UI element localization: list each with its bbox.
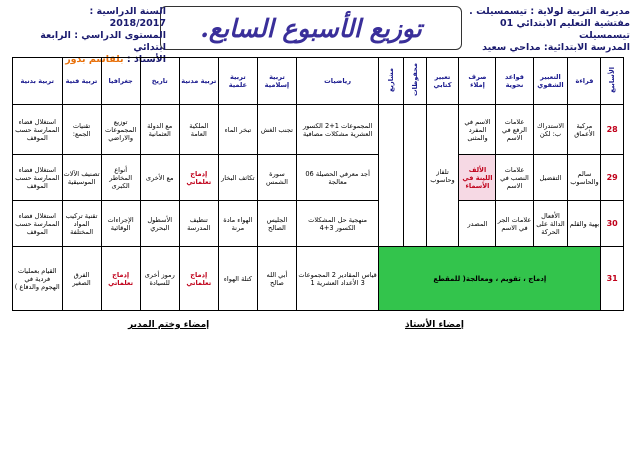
col-morphology: صرف إملاء bbox=[459, 58, 496, 105]
weekly-plan-table bbox=[12, 57, 624, 311]
table-cell: تصنيف الآلات الموسيقية bbox=[62, 155, 101, 201]
table-cell: الاستدراك ب: لكن bbox=[533, 105, 568, 155]
teacher-signature-label: إمضاء الأستاذ bbox=[405, 320, 464, 330]
table-cell: سورة الشمس bbox=[257, 155, 296, 201]
director-signature-label: إمضاء وختم المدير bbox=[128, 320, 210, 330]
table-cell: استغلال فضاء الممارسة حسب الموقف bbox=[13, 155, 63, 201]
col-weeks: الأسابيع bbox=[601, 58, 624, 105]
col-projects: مشاريع bbox=[379, 58, 404, 105]
table-cell: قياس المقادير 2 المجموعات 3 الأعداد العشرية 1 bbox=[296, 247, 378, 311]
integration-label: إدماج ، تقويم ، ومعالجة( للمقطع bbox=[433, 274, 547, 283]
table-cell: استغلال فضاء الممارسة حسب الموقف bbox=[13, 201, 63, 247]
week-number: 31 bbox=[601, 247, 624, 311]
table-cell: منهجية حل المشكلات الكسور 3+4 bbox=[296, 201, 378, 247]
table-cell: تبخر الماء bbox=[218, 105, 257, 155]
col-oral: التعبير الشفوي bbox=[533, 58, 568, 105]
table-cell: مع الأخرى bbox=[140, 155, 179, 201]
table-cell: تقنية تركيب المواد المختلفة bbox=[62, 201, 101, 247]
col-art: تربية فنية bbox=[62, 58, 101, 105]
writing-cell: تلفاز وحاسوب bbox=[426, 105, 459, 247]
table-cell: المجموعات 1+2 الكسور العشرية مشكلات مصافية bbox=[296, 105, 378, 155]
table-cell: الملكية العامة bbox=[179, 105, 218, 155]
table-cell: تقنيات الجمع: bbox=[62, 105, 101, 155]
page-title: توزيع الأسبوع السابع. bbox=[160, 6, 462, 50]
table-cell: علامات الجر في الاسم bbox=[496, 201, 533, 247]
school-line: المدرسة الابتدائية: مداحي سعيد bbox=[482, 42, 630, 53]
col-reading: قراءة bbox=[568, 58, 601, 105]
table-cell: إدماج تعلماتي bbox=[179, 155, 218, 201]
table-cell: إدماج تعلماتي bbox=[101, 247, 140, 311]
col-islamic: تربية إسلامية bbox=[257, 58, 296, 105]
table-cell: مع الدولة العثمانية bbox=[140, 105, 179, 155]
table-row bbox=[13, 155, 624, 201]
table-cell: إدماج تعلماتي bbox=[179, 247, 218, 311]
col-writing: تعبير كتابي bbox=[426, 58, 459, 105]
table-cell: الإجراءات الوقائية bbox=[101, 201, 140, 247]
table-row bbox=[13, 105, 624, 155]
table-cell: علامات الرفع في الاسم bbox=[496, 105, 533, 155]
table-cell: توزيع المجموعات والاراضي bbox=[101, 105, 140, 155]
table-cell: بهية والقلم bbox=[568, 201, 601, 247]
col-pe: تربية بدنية bbox=[13, 58, 63, 105]
table-cell: تجنب الغش bbox=[257, 105, 296, 155]
table-row bbox=[13, 247, 624, 311]
table-cell: علامات النصب في الاسم bbox=[496, 155, 533, 201]
week-number: 28 bbox=[601, 105, 624, 155]
table-cell: أجد معرفي الحصيلة 06 معالجة bbox=[296, 155, 378, 201]
table-cell: أبي الله صالح bbox=[257, 247, 296, 311]
table-cell: رموز أخرى للسيادة bbox=[140, 247, 179, 311]
col-math: رياضيات bbox=[296, 58, 378, 105]
table-cell: تكاثف البخار bbox=[218, 155, 257, 201]
table-cell: الأسطول البحري bbox=[140, 201, 179, 247]
level-line: المستوى الدراسي : الرابعة ابتدائي bbox=[40, 30, 166, 53]
projects-cell bbox=[379, 105, 404, 247]
week-number: 29 bbox=[601, 155, 624, 201]
inspectorate-line: مفتشية التعليم الابتدائي 01 تيسمسيلت bbox=[499, 18, 630, 41]
col-science: تربية علمية bbox=[218, 58, 257, 105]
col-grammar: قواعد نحوية bbox=[496, 58, 533, 105]
table-cell: الألف اللينة في الأسماء bbox=[459, 155, 496, 201]
table-cell: الأفعال الدالة على الحركة bbox=[533, 201, 568, 247]
header-row bbox=[13, 58, 624, 105]
table-cell: مركبة الأعماق bbox=[568, 105, 601, 155]
table-cell: الاسم في المفرد والمثنى bbox=[459, 105, 496, 155]
table-cell: المصدر bbox=[459, 201, 496, 247]
table-row bbox=[13, 201, 624, 247]
col-civic: تربية مدنية bbox=[179, 58, 218, 105]
school-info bbox=[460, 6, 630, 54]
col-memorization: محفوظات bbox=[403, 58, 426, 105]
table-cell: استغلال فضاء الممارسة حسب الموقف bbox=[13, 105, 63, 155]
memorization-cell bbox=[403, 105, 426, 247]
school-year-line: السنة الدراسية : 2018/2017 bbox=[89, 6, 166, 29]
directorate-line: مديرية التربية لولاية : تيسمسيلت . bbox=[469, 6, 630, 17]
table-cell: كتلة الهواء bbox=[218, 247, 257, 311]
col-history: تاريخ bbox=[140, 58, 179, 105]
table-cell: القيام بعمليات فردية في الهجوم والدفاع ) bbox=[13, 247, 63, 311]
table-cell: الهواء مادة مرنة bbox=[218, 201, 257, 247]
table-cell: سالم والحاسوب bbox=[568, 155, 601, 201]
week-number: 30 bbox=[601, 201, 624, 247]
integration-cell bbox=[379, 247, 601, 311]
table-cell: تنظيف المدرسة bbox=[179, 201, 218, 247]
table-cell: التفضيل bbox=[533, 155, 568, 201]
teacher-name: بلقاسم بدور bbox=[65, 54, 124, 65]
table-cell: الجليس الصالح bbox=[257, 201, 296, 247]
teacher-label: الأستاذ : bbox=[126, 54, 166, 65]
col-geography: جغرافيا bbox=[101, 58, 140, 105]
table-cell: أنواع المخاطر الكبرى bbox=[101, 155, 140, 201]
table-cell: الفرق الصغير bbox=[62, 247, 101, 311]
